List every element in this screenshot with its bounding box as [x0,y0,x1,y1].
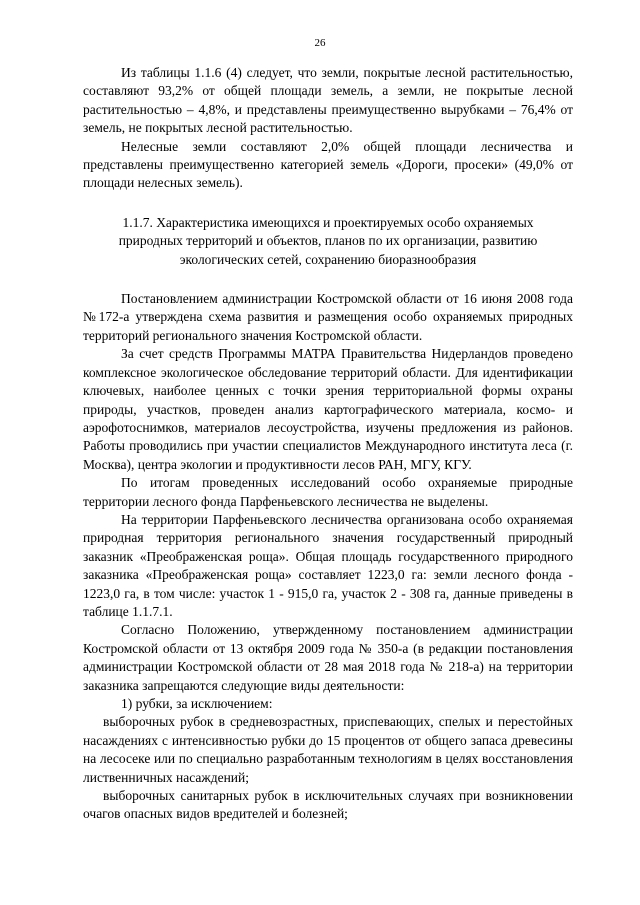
paragraph: На территории Парфеньевского лесничества организована особо охраняемая природная территория регионального значения государственный природный заказник «Преображенская роща». Общая площадь государственного природного заказника «Преображенская роща» составляет 1223,0 га: земли лесного фонда - 1223,0 га, в том числе: участок 1 - 915,0 га, участок 2 - 308 га, данные приведены в таблице 1.1.7.1. [83,511,573,619]
paragraph: За счет средств Программы МАТРА Правительства Нидерландов проведено комплексное экологическое обследование территорий области. Для идентификации ключевых, наиболее ценных с точки зрения территориальной формы охраны природы, участков, проведен анализ картографического материала, космо- и аэрофотоснимков, материалов лесоустройства, изучены предложения из районов. Работы проводились при участии специалистов Международного института леса (г. Москва), центра экологии и продуктивности лесов РАН, МГУ, КГУ. [83,346,573,472]
paragraph: По итогам проведенных исследований особо охраняемые природные территории лесного фонда Парфеньевского лесничества не выделены. [83,475,573,509]
page-number: 26 [314,37,326,49]
document-body [83,64,573,824]
section-heading: 1.1.7. Характеристика имеющихся и проектируемых особо охраняемых природных территорий и объектов, планов по их организации, развитию экологических сетей, сохранению биоразнообразия [118,214,538,267]
paragraph: Нелесные земли составляют 2,0% общей площади лесничества и представлены преимущественно категорией земель «Дороги, просеки» (49,0% от площади нелесных земель). [83,138,573,191]
list-heading: 1) рубки, за исключением: [121,696,273,711]
paragraph: Постановлением администрации Костромской области от 16 июня 2008 года №172-а утверждена схема развития и размещения особо охраняемых природных территорий регионального значения Костромской области. [83,291,573,343]
paragraph: Согласно Положению, утвержденному постановлением администрации Костромской области от 13 октября 2009 года № 350-а (в редакции постановления администрации Костромской области от 28 мая 2018 года № 218-а) на территории заказника запрещаются следующие виды деятельности: [83,622,573,693]
list-item: выборочных санитарных рубок в исключительных случаях при возникновении очагов опасных видов вредителей и болезней; [83,788,573,822]
paragraph: Из таблицы 1.1.6 (4) следует, что земли, покрытые лесной растительностью, составляют 93,2% от общей площади земель, а земли, не покрытые лесной растительностью – 4,8%, и представлены преимущественно вырубками – 76,4% от земель, не покрытых лесной растительностью. [83,65,573,136]
list-item: выборочных рубок в средневозрастных, приспевающих, спелых и перестойных насаждениях с интенсивностью рубки до 15 процентов от общего запаса древесины на лесосеке или по специально разработанным технологиям в целях восстановления лиственничных насаждений; [83,714,573,785]
